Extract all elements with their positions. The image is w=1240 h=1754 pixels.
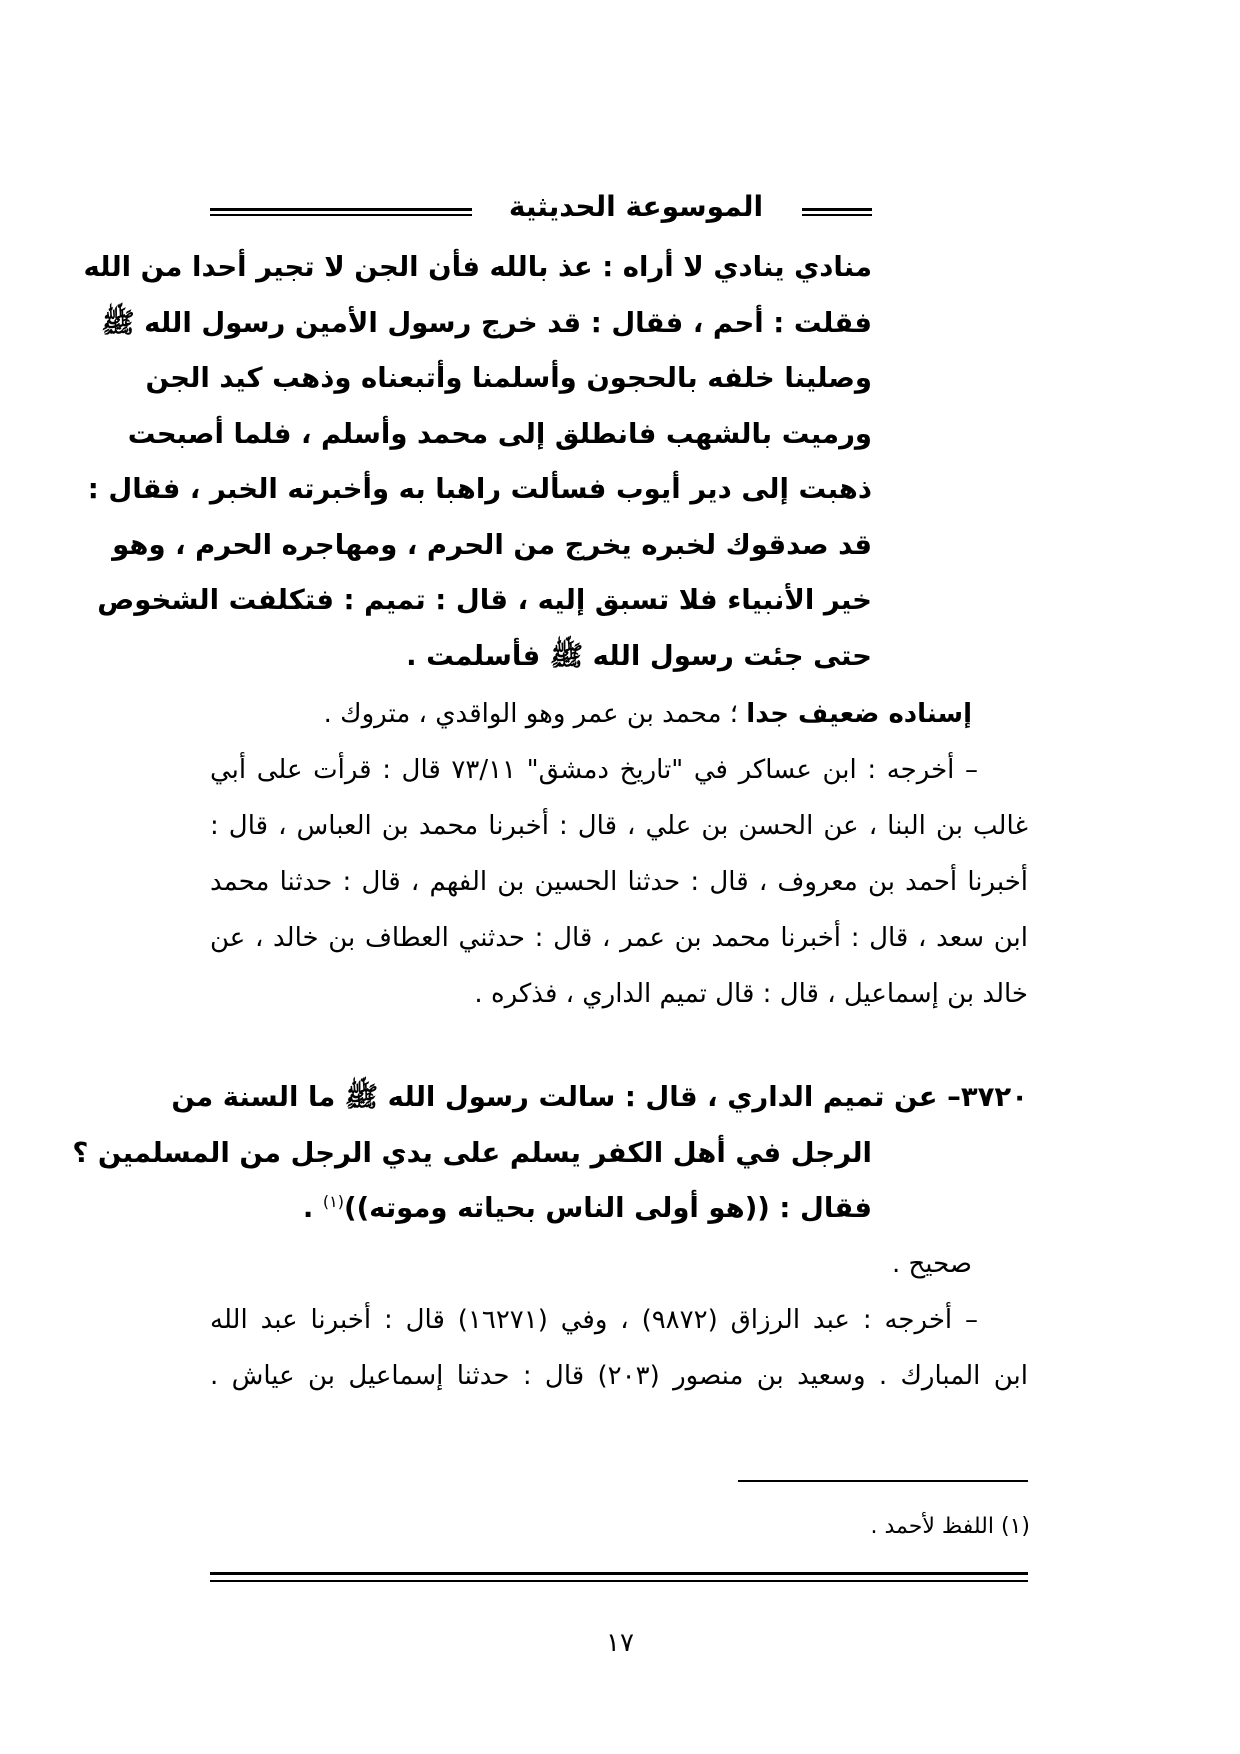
takhrij-line: ابن المبارك . وسعيد بن منصور (٢٠٣) قال : حدثنا إسماعيل بن عياش .	[210, 1361, 1029, 1391]
bottom-rule-thin	[210, 1580, 1028, 1582]
narration-line: قد صدقوك لخبره يخرج من الحرم ، ومهاجره الحرم ، وهو	[112, 528, 872, 561]
narration-line: ذهبت إلى دير أيوب فسألت راهبا به وأخبرته الخبر ، فقال :	[87, 473, 872, 505]
takhrij-line: – أخرجه : ابن عساكر في "تاريخ دمشق" ٧٣/١١ قال : قرأت على أبي	[210, 755, 978, 785]
hadith-text: فقال : ((هو أولى الناس بحياته وموته))	[344, 1192, 872, 1224]
running-header-title: الموسوعة الحديثية	[508, 190, 764, 223]
footnote-separator	[738, 1480, 1028, 1482]
header-rule-left	[210, 208, 472, 211]
narration-text	[83, 240, 872, 684]
takhrij-line: أخبرنا أحمد بن معروف ، قال : حدثنا الحسين بن الفهم ، قال : حدثنا محمد	[210, 867, 1028, 897]
grading-paragraph	[210, 686, 972, 742]
header-rule-right-thin	[802, 214, 872, 216]
takhrij-line: ابن سعد ، قال : أخبرنا محمد بن عمر ، قال : حدثني العطاف بن خالد ، عن	[210, 923, 1028, 953]
narration-line: حتى جئت رسول الله ﷺ فأسلمت .	[406, 639, 872, 672]
narration-line: فقلت : أحم ، فقال : قد خرج رسول الأمين رسول الله ﷺ	[101, 306, 872, 339]
takhrij-line: – أخرجه : عبد الرزاق (٩٨٧٢) ، وفي (١٦٢٧١) قال : أخبرنا عبد الله	[210, 1305, 978, 1335]
footnote-marker: (١)	[322, 1191, 344, 1211]
narration-line: خير الأنبياء فلا تسبق إليه ، قال : تميم : فتكلفت الشخوص	[97, 584, 872, 616]
takhrij-line: خالد بن إسماعيل ، قال : قال تميم الداري ، فذكره .	[474, 979, 1028, 1009]
hadith-block	[72, 1070, 1028, 1237]
grading-paragraph-2	[210, 1236, 972, 1292]
takhrij-line: غالب بن البنا ، عن الحسن بن علي ، قال : أخبرنا محمد بن العباس ، قال :	[210, 811, 1028, 841]
hadith-number: ٣٧٢٠–	[947, 1081, 1028, 1113]
grading-label: إسناده ضعيف جدا	[746, 699, 972, 729]
hadith-text: عن تميم الداري ، قال : سالت رسول الله ﷺ ما السنة من	[171, 1081, 938, 1113]
narration-line: ورميت بالشهب فانطلق إلى محمد وأسلم ، فلما أصبحت	[127, 417, 872, 450]
hadith-line: الرجل في أهل الكفر يسلم على يدي الرجل من المسلمين ؟	[72, 1136, 872, 1169]
grading-reason: ؛ محمد بن عمر وهو الواقدي ، متروك .	[323, 699, 747, 729]
narration-line: وصلينا خلفه بالحجون وأسلمنا وأتبعناه وذهب كيد الجن	[145, 362, 872, 394]
hadith-line	[210, 1181, 872, 1237]
page-number: ١٧	[606, 1628, 634, 1658]
narration-line: منادي ينادي لا أراه : عذ بالله فأن الجن لا تجير أحدا من الله	[83, 251, 872, 283]
header-rule-left-thin	[210, 214, 472, 216]
takhrij-paragraph	[210, 742, 1028, 1022]
grading-line	[210, 686, 972, 742]
grading-line: صحيح .	[891, 1249, 972, 1279]
header-rule-right	[802, 208, 872, 211]
hadith-line	[171, 1070, 1028, 1126]
footnote-text: (١) اللفظ لأحمد .	[870, 1514, 1030, 1539]
bottom-rule-thick	[210, 1572, 1028, 1575]
takhrij-paragraph-2	[210, 1292, 1028, 1404]
hadith-end: .	[302, 1192, 323, 1224]
